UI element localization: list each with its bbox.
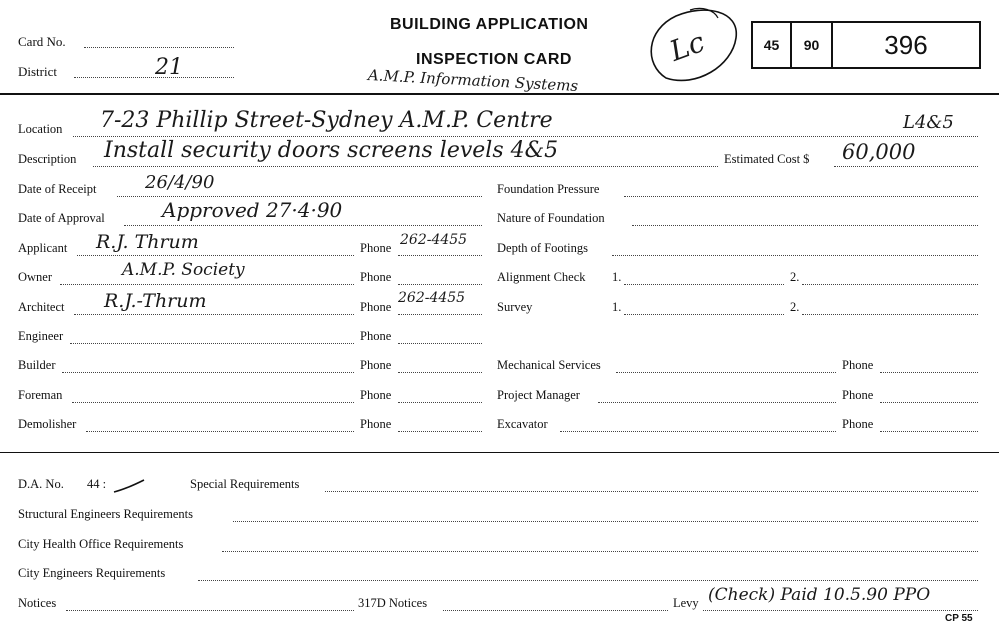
location-value: 7-23 Phillip Street-Sydney A.M.P. Centre bbox=[100, 108, 553, 133]
applicant-phone-label: Phone bbox=[360, 241, 392, 255]
notices-line bbox=[66, 610, 354, 611]
builder-phone-label: Phone bbox=[360, 358, 392, 372]
da-label: D.A. No. bbox=[18, 477, 64, 491]
builder-label: Builder bbox=[18, 358, 56, 372]
levy-line bbox=[703, 610, 978, 611]
excavator-label: Excavator bbox=[497, 417, 548, 431]
notices-317d-line bbox=[443, 610, 668, 611]
excavator-phone-line bbox=[880, 431, 978, 432]
excavator-phone-label: Phone bbox=[842, 417, 874, 431]
district-value: 21 bbox=[155, 55, 183, 80]
foreman-label: Foreman bbox=[18, 388, 63, 402]
owner-phone-label: Phone bbox=[360, 270, 392, 284]
survey-line2 bbox=[802, 314, 978, 315]
demolisher-label: Demolisher bbox=[18, 417, 77, 431]
mechanical-label: Mechanical Services bbox=[497, 358, 601, 372]
card-no-line bbox=[84, 47, 234, 48]
foreman-line bbox=[72, 402, 354, 403]
card-no-label: Card No. bbox=[18, 34, 66, 49]
owner-line bbox=[60, 284, 354, 285]
description-label: Description bbox=[18, 152, 77, 166]
architect-label: Architect bbox=[18, 300, 65, 314]
demolisher-phone-line bbox=[398, 431, 482, 432]
middle-divider bbox=[0, 452, 999, 453]
notices-317d-label: 317D Notices bbox=[358, 596, 428, 610]
city-engineers-label: City Engineers Requirements bbox=[18, 566, 166, 580]
survey-label: Survey bbox=[497, 300, 533, 314]
foreman-phone-label: Phone bbox=[360, 388, 392, 402]
alignment-check-num1: 1. bbox=[612, 270, 622, 284]
card-number-box bbox=[751, 21, 981, 69]
location-label: Location bbox=[18, 122, 63, 136]
survey-num2: 2. bbox=[790, 300, 800, 314]
project-manager-label: Project Manager bbox=[497, 388, 580, 402]
header-divider bbox=[0, 93, 999, 95]
architect-line bbox=[74, 314, 354, 315]
demolisher-phone-label: Phone bbox=[360, 417, 392, 431]
box-cell-a: 45 bbox=[753, 23, 792, 67]
alignment-check-line2 bbox=[802, 284, 978, 285]
depth-footings-label: Depth of Footings bbox=[497, 241, 588, 255]
date-receipt-value: 26/4/90 bbox=[145, 172, 215, 193]
engineer-phone-line bbox=[398, 343, 482, 344]
structural-label: Structural Engineers Requirements bbox=[18, 507, 193, 521]
da-slash-stroke bbox=[114, 480, 144, 492]
applicant-value: R.J. Thrum bbox=[96, 231, 199, 253]
nature-foundation-label: Nature of Foundation bbox=[497, 211, 605, 225]
architect-value: R.J.-Thrum bbox=[104, 290, 207, 312]
date-receipt-line bbox=[117, 196, 482, 197]
date-approval-line bbox=[124, 225, 482, 226]
estimated-cost-line bbox=[834, 166, 978, 167]
applicant-label: Applicant bbox=[18, 241, 68, 255]
health-label: City Health Office Requirements bbox=[18, 537, 184, 551]
depth-footings-line bbox=[612, 255, 978, 256]
box-cell-b: 90 bbox=[792, 23, 833, 67]
demolisher-line bbox=[86, 431, 354, 432]
architect-phone-value: 262-4455 bbox=[398, 290, 466, 306]
project-manager-phone-label: Phone bbox=[842, 388, 874, 402]
location-line bbox=[73, 136, 978, 137]
notices-label: Notices bbox=[18, 596, 57, 610]
initials-text: Lc bbox=[665, 25, 709, 68]
estimated-cost-label: Estimated Cost $ bbox=[724, 152, 810, 166]
special-requirements-label: Special Requirements bbox=[190, 477, 300, 491]
applicant-phone-line bbox=[398, 255, 482, 256]
estimated-cost-value: 60,000 bbox=[842, 140, 916, 164]
project-manager-phone-line bbox=[880, 402, 978, 403]
levy-label: Levy bbox=[673, 596, 699, 610]
architect-phone-label: Phone bbox=[360, 300, 392, 314]
applicant-line bbox=[77, 255, 354, 256]
date-receipt-label: Date of Receipt bbox=[18, 182, 97, 196]
architect-phone-line bbox=[398, 314, 482, 315]
survey-line1 bbox=[624, 314, 784, 315]
district-label: District bbox=[18, 64, 57, 79]
levy-value: (Check) Paid 10.5.90 PPO bbox=[708, 585, 931, 605]
owner-value: A.M.P. Society bbox=[122, 260, 245, 280]
survey-num1: 1. bbox=[612, 300, 622, 314]
handwritten-subtitle: A.M.P. Information Systems bbox=[367, 66, 579, 95]
description-value: Install security doors screens levels 4&5 bbox=[104, 138, 559, 163]
project-manager-line bbox=[598, 402, 836, 403]
location-levels: L4&5 bbox=[903, 112, 954, 133]
district-line bbox=[74, 77, 234, 78]
alignment-check-label: Alignment Check bbox=[497, 270, 586, 284]
form-code: CP 55 bbox=[945, 613, 973, 624]
owner-phone-line bbox=[398, 284, 482, 285]
health-line bbox=[222, 551, 978, 552]
nature-foundation-line bbox=[632, 225, 978, 226]
mechanical-phone-line bbox=[880, 372, 978, 373]
mechanical-line bbox=[616, 372, 836, 373]
da-slash-mark bbox=[112, 478, 146, 496]
alignment-check-num2: 2. bbox=[790, 270, 800, 284]
engineer-phone-label: Phone bbox=[360, 329, 392, 343]
date-approval-label: Date of Approval bbox=[18, 211, 105, 225]
engineer-line bbox=[70, 343, 354, 344]
card-title-line1: BUILDING APPLICATION bbox=[390, 16, 589, 33]
da-value: 44 : bbox=[87, 477, 107, 491]
city-engineers-line bbox=[198, 580, 978, 581]
foreman-phone-line bbox=[398, 402, 482, 403]
foundation-pressure-line bbox=[624, 196, 978, 197]
mechanical-phone-label: Phone bbox=[842, 358, 874, 372]
structural-line bbox=[233, 521, 978, 522]
date-approval-value: Approved 27·4·90 bbox=[162, 198, 343, 222]
excavator-line bbox=[560, 431, 836, 432]
builder-phone-line bbox=[398, 372, 482, 373]
foundation-pressure-label: Foundation Pressure bbox=[497, 182, 600, 196]
builder-line bbox=[62, 372, 354, 373]
engineer-label: Engineer bbox=[18, 329, 64, 343]
special-requirements-line bbox=[325, 491, 978, 492]
owner-label: Owner bbox=[18, 270, 53, 284]
box-cell-number: 396 bbox=[884, 30, 928, 60]
alignment-check-line1 bbox=[624, 284, 784, 285]
card-title-line2: INSPECTION CARD bbox=[416, 51, 572, 68]
description-line bbox=[93, 166, 718, 167]
applicant-phone-value: 262-4455 bbox=[400, 232, 468, 248]
